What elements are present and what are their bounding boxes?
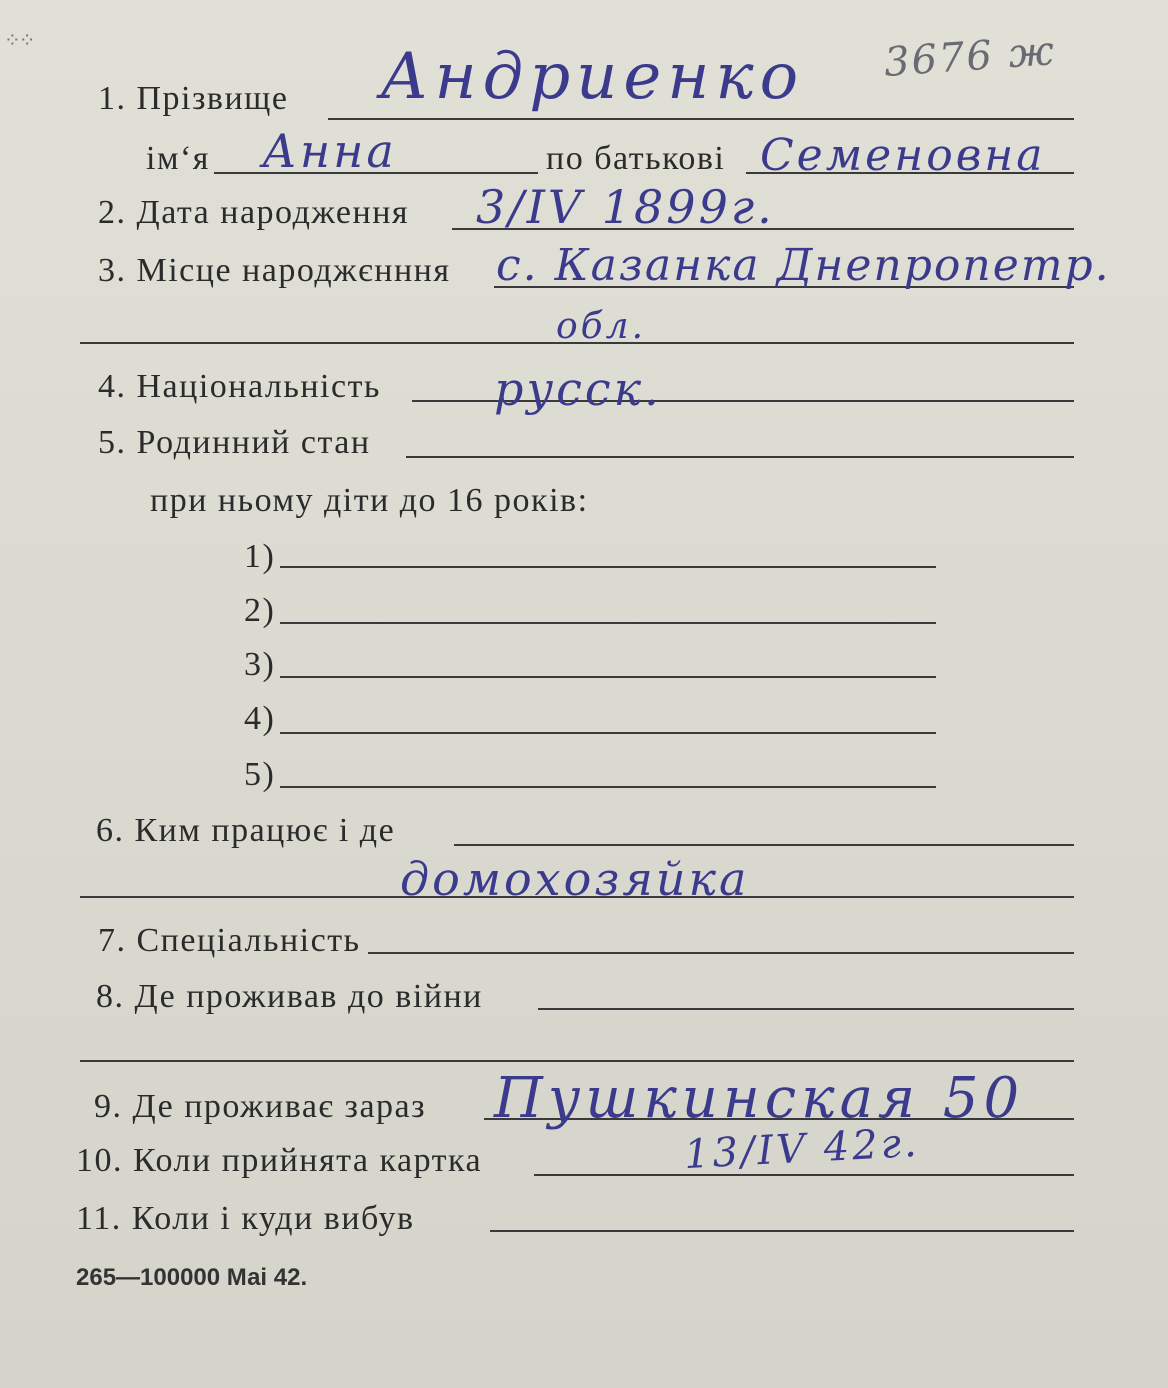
card-accepted-line [534, 1174, 1074, 1176]
family-status-label: 5. Родинний стан [98, 424, 371, 461]
work-value: домохозяйка [400, 852, 750, 906]
specialty-line [368, 952, 1074, 954]
work-line [454, 844, 1074, 846]
nationality-value: русск. [494, 362, 662, 416]
child-2-line [280, 622, 936, 624]
nationality-label: 4. Національність [98, 368, 381, 405]
child-3-line [280, 676, 936, 678]
children-label: при ньому діти до 16 років: [150, 482, 589, 519]
birth-place-value: с. Казанка Днепропетр. [496, 240, 1111, 291]
child-5-line [280, 786, 936, 788]
card-accepted-value: 13/IV 42г. [682, 1119, 921, 1179]
specialty-label: 7. Спеціальність [98, 922, 361, 959]
birth-place-label: 3. Місце народжєнння [98, 252, 451, 289]
child-2-label: 2) [244, 592, 276, 629]
departure-line [490, 1230, 1074, 1232]
archive-number: 3676 ж [882, 28, 1058, 86]
print-code: 265—100000 Маі 42. [76, 1264, 308, 1291]
current-address-value: Пушкинская 50 [494, 1066, 1025, 1131]
surname-label: 1. Прізвище [98, 80, 289, 117]
child-4-label: 4) [244, 700, 276, 737]
surname-value: Андриенко [380, 40, 805, 114]
card-accepted-label: 10. Коли прийнята картка [76, 1142, 483, 1179]
current-address-label: 9. Де проживає зараз [94, 1088, 427, 1125]
child-5-label: 5) [244, 756, 276, 793]
patronymic-value: Семеновна [760, 130, 1046, 181]
first-name-value: Анна [262, 124, 397, 178]
patronymic-label: по батькові [546, 140, 726, 177]
departure-label: 11. Коли і куди вибув [76, 1200, 415, 1237]
work-label: 6. Ким працює і де [96, 812, 396, 849]
prewar-address-line-2 [80, 1060, 1074, 1062]
surname-line [328, 118, 1074, 120]
prewar-address-line [538, 1008, 1074, 1010]
stain-mark-icon: ⁘⁘ [4, 28, 34, 52]
birth-date-label: 2. Дата народження [98, 194, 410, 231]
child-4-line [280, 732, 936, 734]
child-1-label: 1) [244, 538, 276, 575]
child-1-line [280, 566, 936, 568]
prewar-address-label: 8. Де проживав до війни [96, 978, 483, 1015]
family-status-line [406, 456, 1074, 458]
birth-date-value: 3/IV 1899г. [476, 180, 775, 234]
birth-place-value-2: обл. [556, 306, 647, 347]
child-3-label: 3) [244, 646, 276, 683]
first-name-label: ім‘я [146, 140, 210, 177]
